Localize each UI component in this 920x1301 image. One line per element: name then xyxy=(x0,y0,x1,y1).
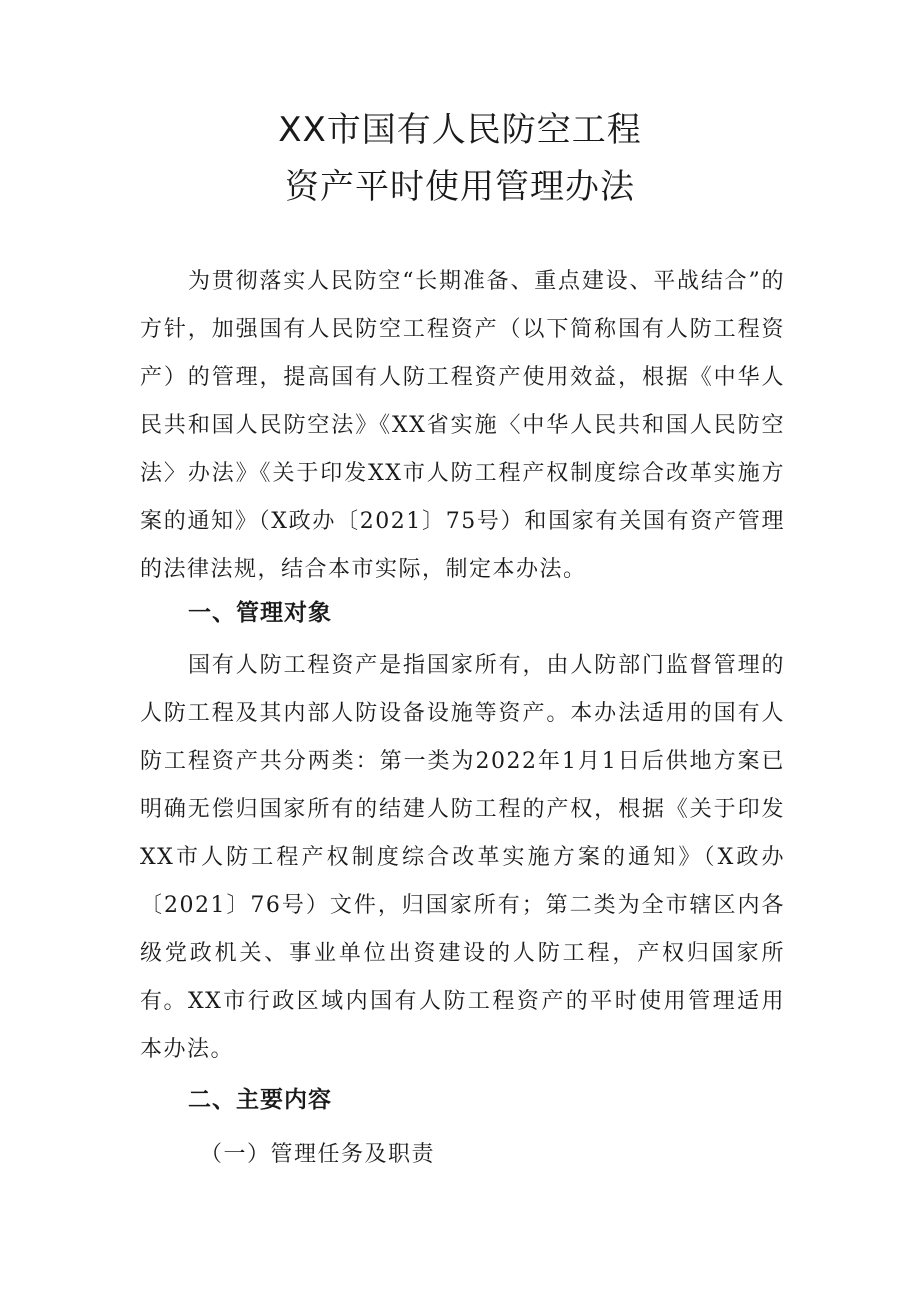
intro-paragraph: 为贯彻落实人民防空“长期准备、重点建设、平战结合”的方针，加强国有人民防空工程资产（以下简称国有人防工程资产）的管理，提高国有人防工程资产使用效益，根据《中华人民共和国人民防空法》《XX省实施〈中华人民共和国人民防空法〉办法》《关于印发XX市人防工程产权制度综合改革实施方案的通知》（X政办〔2021〕75号）和国家有关国有资产管理的法律法规，结合本市实际，制定本办法。 xyxy=(140,269,785,582)
document-title-line2: 资产平时使用管理办法 xyxy=(285,167,635,207)
section2-subheading1: （一）管理任务及职责 xyxy=(200,1142,436,1167)
document-title-line1: XX市国有人民防空工程 xyxy=(278,110,642,150)
section2-heading: 二、主要内容 xyxy=(188,1087,332,1113)
section1-paragraph1: 国有人防工程资产是指国家所有，由人防部门监督管理的人防工程及其内部人防设备设施等资产。本办法适用的国有人防工程资产共分两类：第一类为2022年1月1日后供地方案已明确无偿归国家所有的结建人防工程的产权，根据《关于印发XX市人防工程产权制度综合改革实施方案的通知》（X政办〔2021〕76号）文件，归国家所有；第二类为全市辖区内各级党政机关、事业单位出资建设的人防工程，产权归国家所有。 xyxy=(140,653,785,1014)
section1-heading: 一、管理对象 xyxy=(188,600,332,626)
section1-paragraph2: XX市行政区域内国有人防工程资产的平时使用管理适用本办法。 xyxy=(140,989,785,1062)
